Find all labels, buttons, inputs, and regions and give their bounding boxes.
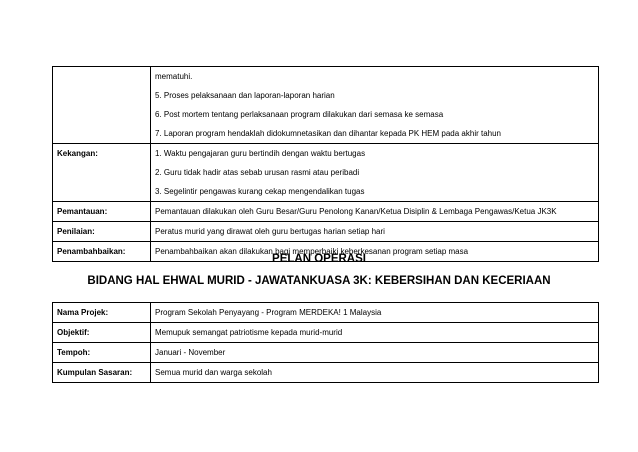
value-line: mematuhi. bbox=[155, 71, 193, 81]
row-label-kumpulan-sasaran: Kumpulan Sasaran: bbox=[57, 367, 133, 377]
table-row bbox=[53, 144, 599, 202]
value-line: 1. Waktu pengajaran guru bertindih dengan waktu bertugas bbox=[155, 148, 366, 158]
row-label-nama-projek: Nama Projek: bbox=[57, 307, 109, 317]
value-line: 6. Post mortem tentang perlaksanaan program dilakukan dari semasa ke semasa bbox=[155, 109, 444, 119]
row-value: Januari - November bbox=[155, 347, 226, 357]
row-value: Pemantauan dilakukan oleh Guru Besar/Guru Penolong Kanan/Ketua Disiplin & Lembaga Pengawas/Ketua JK3K bbox=[155, 206, 557, 216]
table-row bbox=[53, 343, 599, 363]
page-title: PELAN OPERASI bbox=[272, 253, 366, 265]
continuation-table bbox=[52, 66, 599, 262]
value-line: 5. Proses pelaksanaan dan laporan-laporan harian bbox=[155, 90, 335, 100]
row-label-pemantauan: Pemantauan: bbox=[57, 206, 108, 216]
value-line: 2. Guru tidak hadir atas sebab urusan rasmi atau peribadi bbox=[155, 167, 360, 177]
value-line: 7. Laporan program hendaklah didokumnetasikan dan dihantar kepada PK HEM pada akhir tahun bbox=[155, 128, 502, 138]
table-row bbox=[53, 363, 599, 383]
table-row bbox=[53, 303, 599, 323]
row-value bbox=[151, 144, 599, 202]
row-value: Program Sekolah Penyayang - Program MERDEKA! 1 Malaysia bbox=[155, 307, 382, 317]
table-row bbox=[53, 67, 599, 144]
row-value: Penambahbaikan akan dilakukan bagi memperbaiki keberkesanan program setiap masa bbox=[155, 246, 469, 256]
row-label-tempoh: Tempoh: bbox=[57, 347, 91, 357]
row-value: Peratus murid yang dirawat oleh guru bertugas harian setiap hari bbox=[155, 226, 385, 236]
row-label-kekangan: Kekangan: bbox=[57, 148, 98, 158]
value-line: 3. Segelintir pengawas kurang cekap mengendalikan tugas bbox=[155, 186, 365, 196]
row-label-penilaian: Penilaian: bbox=[57, 226, 95, 236]
row-value: Memupuk semangat patriotisme kepada murid-murid bbox=[155, 327, 343, 337]
row-value: Semua murid dan warga sekolah bbox=[155, 367, 272, 377]
section-subtitle: BIDANG HAL EHWAL MURID - JAWATANKUASA 3K: KEBERSIHAN DAN KECERIAAN bbox=[87, 275, 551, 287]
row-label-objektif: Objektif: bbox=[57, 327, 90, 337]
table-row bbox=[53, 202, 599, 222]
row-label bbox=[53, 67, 151, 144]
row-label-penambahbaikan: Penambahbaikan: bbox=[57, 246, 126, 256]
table-row bbox=[53, 222, 599, 242]
row-value bbox=[151, 67, 599, 144]
table-row bbox=[53, 323, 599, 343]
project-info-table bbox=[52, 302, 599, 383]
